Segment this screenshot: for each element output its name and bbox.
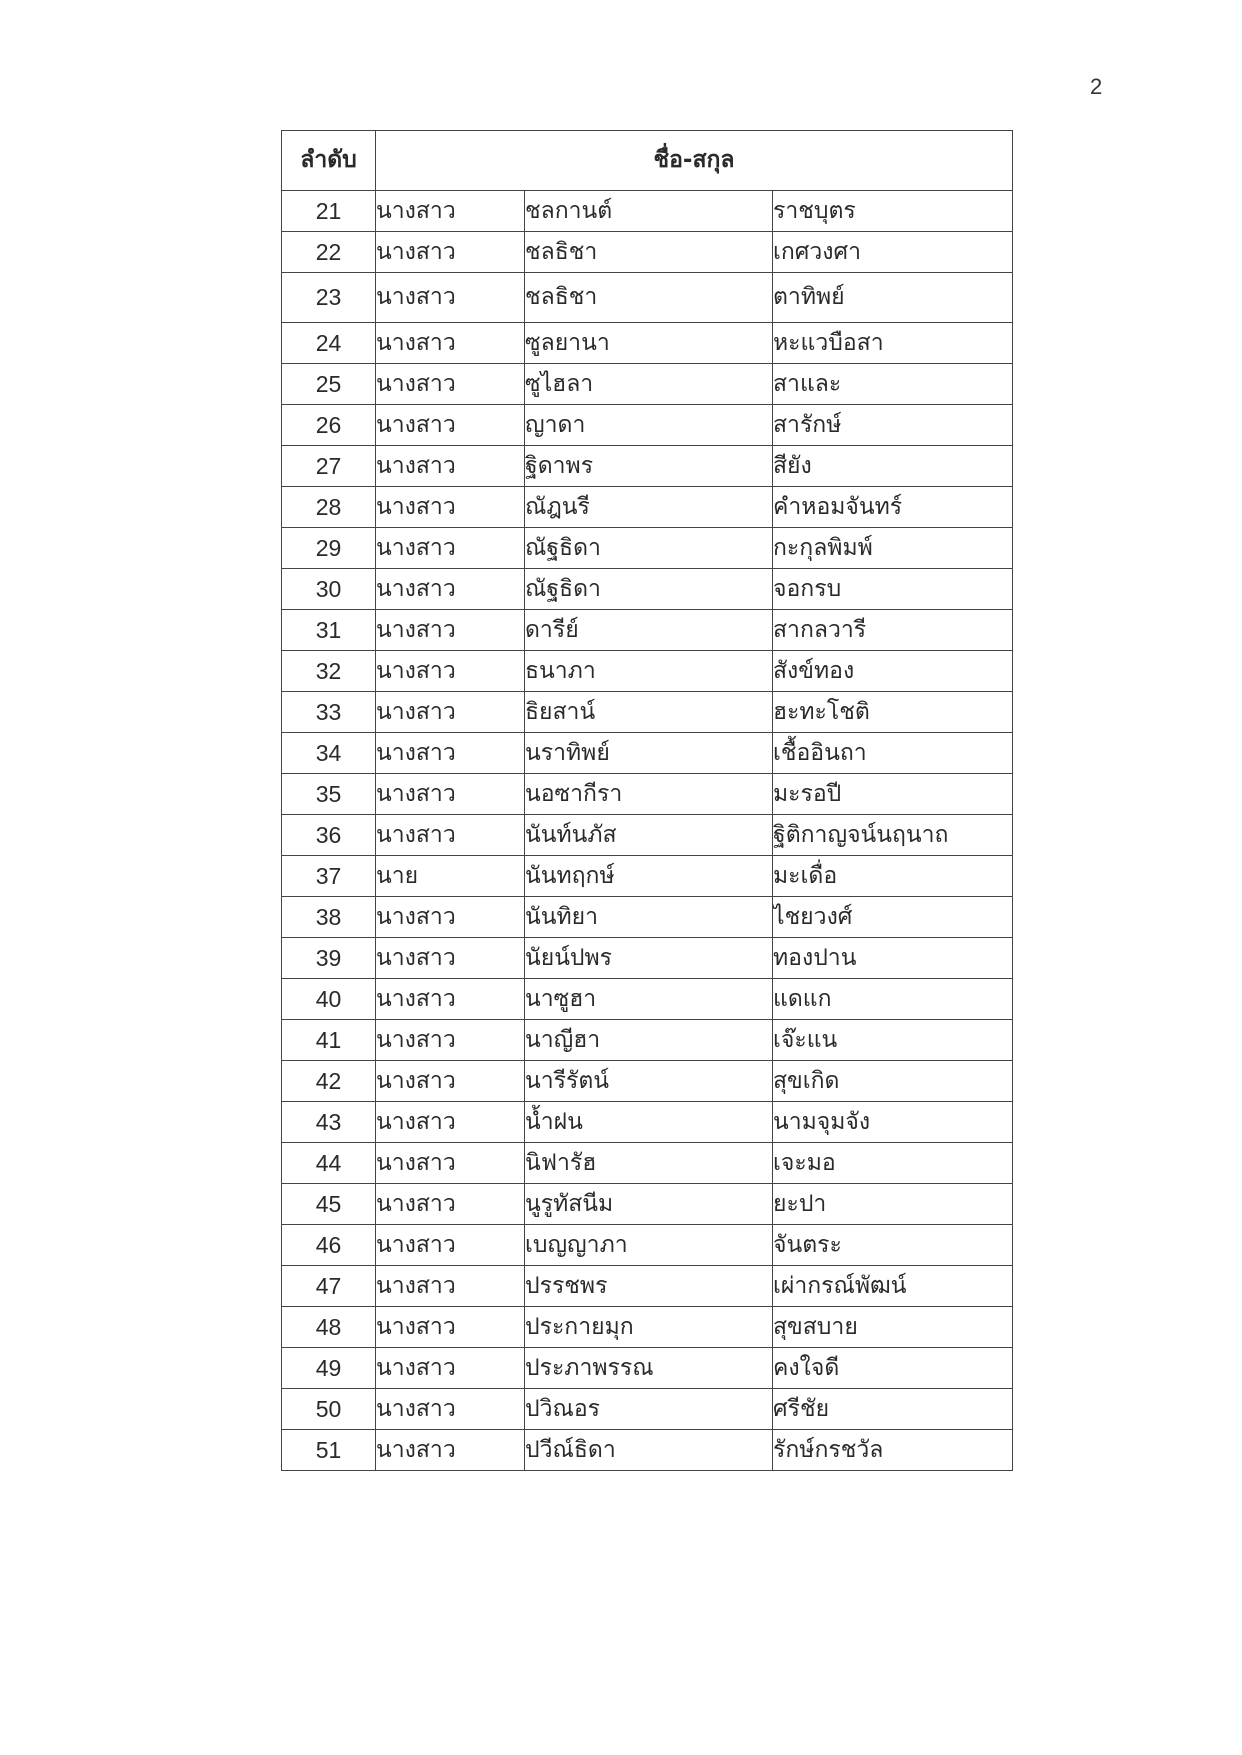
row-last-name: สุขสบาย — [773, 1307, 1013, 1348]
row-first-name: นารีรัตน์ — [525, 1061, 773, 1102]
row-first-name: นราทิพย์ — [525, 733, 773, 774]
row-first-name: ณัฐธิดา — [525, 528, 773, 569]
row-first-name: นันทฤกษ์ — [525, 856, 773, 897]
table-row — [282, 446, 1013, 487]
row-number: 23 — [282, 273, 376, 323]
row-title: นางสาว — [376, 1389, 525, 1430]
row-last-name: ฮะทะโชติ — [773, 692, 1013, 733]
row-first-name: ดารีย์ — [525, 610, 773, 651]
row-last-name: รักษ์กรชวัล — [773, 1430, 1013, 1471]
table-row — [282, 528, 1013, 569]
row-first-name: นอซากีรา — [525, 774, 773, 815]
row-last-name: สังข์ทอง — [773, 651, 1013, 692]
table-row — [282, 774, 1013, 815]
row-number: 46 — [282, 1225, 376, 1266]
row-title: นางสาว — [376, 1266, 525, 1307]
row-last-name: เกศวงศา — [773, 232, 1013, 273]
row-last-name: สารักษ์ — [773, 405, 1013, 446]
row-number: 27 — [282, 446, 376, 487]
row-first-name: ปวิณอร — [525, 1389, 773, 1430]
row-title: นางสาว — [376, 232, 525, 273]
row-number: 45 — [282, 1184, 376, 1225]
row-first-name: ซูลยานา — [525, 323, 773, 364]
row-title: นางสาว — [376, 733, 525, 774]
row-first-name: ปวีณ์ธิดา — [525, 1430, 773, 1471]
row-title: นางสาว — [376, 446, 525, 487]
table-row — [282, 1348, 1013, 1389]
row-number: 21 — [282, 191, 376, 232]
row-title: นางสาว — [376, 897, 525, 938]
row-first-name: ณัฐธิดา — [525, 569, 773, 610]
row-first-name: นันท์นภัส — [525, 815, 773, 856]
table-body — [282, 191, 1013, 1471]
table-row — [282, 979, 1013, 1020]
row-number: 43 — [282, 1102, 376, 1143]
table-header-row — [282, 131, 1013, 191]
row-number: 34 — [282, 733, 376, 774]
row-first-name: นูรูทัสนีม — [525, 1184, 773, 1225]
table-row — [282, 1307, 1013, 1348]
row-number: 32 — [282, 651, 376, 692]
row-last-name: ตาทิพย์ — [773, 273, 1013, 323]
row-last-name: คงใจดี — [773, 1348, 1013, 1389]
table-row — [282, 1389, 1013, 1430]
row-first-name: ชลกานต์ — [525, 191, 773, 232]
row-last-name: สุขเกิด — [773, 1061, 1013, 1102]
row-last-name: สียัง — [773, 446, 1013, 487]
row-first-name: ธนาภา — [525, 651, 773, 692]
row-last-name: นามจุมจัง — [773, 1102, 1013, 1143]
row-number: 29 — [282, 528, 376, 569]
table-row — [282, 938, 1013, 979]
row-number: 38 — [282, 897, 376, 938]
table-row — [282, 364, 1013, 405]
row-last-name: จันตระ — [773, 1225, 1013, 1266]
row-last-name: คำหอมจันทร์ — [773, 487, 1013, 528]
row-number: 26 — [282, 405, 376, 446]
row-title: นางสาว — [376, 1307, 525, 1348]
row-title: นางสาว — [376, 610, 525, 651]
row-title: นางสาว — [376, 692, 525, 733]
row-number: 51 — [282, 1430, 376, 1471]
row-title: นางสาว — [376, 528, 525, 569]
row-last-name: เจ๊ะแน — [773, 1020, 1013, 1061]
table-row — [282, 405, 1013, 446]
row-first-name: ณัฎนรี — [525, 487, 773, 528]
row-last-name: สากลวารี — [773, 610, 1013, 651]
row-last-name: ยะปา — [773, 1184, 1013, 1225]
row-last-name: มะรอปี — [773, 774, 1013, 815]
table-row — [282, 1225, 1013, 1266]
row-number: 33 — [282, 692, 376, 733]
row-number: 37 — [282, 856, 376, 897]
table-row — [282, 610, 1013, 651]
row-title: นางสาว — [376, 1020, 525, 1061]
row-number: 28 — [282, 487, 376, 528]
row-number: 50 — [282, 1389, 376, 1430]
table-row — [282, 856, 1013, 897]
row-first-name: เบญญาภา — [525, 1225, 773, 1266]
table-row — [282, 651, 1013, 692]
row-first-name: ชลธิชา — [525, 273, 773, 323]
row-first-name: นาญีฮา — [525, 1020, 773, 1061]
table-row — [282, 897, 1013, 938]
row-number: 30 — [282, 569, 376, 610]
row-number: 44 — [282, 1143, 376, 1184]
row-number: 47 — [282, 1266, 376, 1307]
table-row — [282, 487, 1013, 528]
row-last-name: ราชบุตร — [773, 191, 1013, 232]
row-first-name: ซูไฮลา — [525, 364, 773, 405]
row-title: นางสาว — [376, 273, 525, 323]
row-first-name: นันทิยา — [525, 897, 773, 938]
table-row — [282, 191, 1013, 232]
row-last-name: เจะมอ — [773, 1143, 1013, 1184]
row-title: นางสาว — [376, 938, 525, 979]
row-first-name: นาซูฮา — [525, 979, 773, 1020]
row-first-name: ปรรชพร — [525, 1266, 773, 1307]
row-last-name: ทองปาน — [773, 938, 1013, 979]
row-title: นางสาว — [376, 1430, 525, 1471]
row-last-name: ศรีชัย — [773, 1389, 1013, 1430]
row-last-name: จอกรบ — [773, 569, 1013, 610]
row-last-name: ไชยวงศ์ — [773, 897, 1013, 938]
row-title: นางสาว — [376, 1102, 525, 1143]
header-no: ลำดับ — [282, 131, 376, 191]
table-row — [282, 1020, 1013, 1061]
row-number: 49 — [282, 1348, 376, 1389]
row-last-name: แดแก — [773, 979, 1013, 1020]
row-number: 42 — [282, 1061, 376, 1102]
row-last-name: หะแวบือสา — [773, 323, 1013, 364]
row-title: นางสาว — [376, 323, 525, 364]
row-number: 48 — [282, 1307, 376, 1348]
row-number: 40 — [282, 979, 376, 1020]
row-title: นางสาว — [376, 815, 525, 856]
row-title: นางสาว — [376, 651, 525, 692]
row-first-name: ประภาพรรณ — [525, 1348, 773, 1389]
row-first-name: ญาดา — [525, 405, 773, 446]
row-title: นางสาว — [376, 405, 525, 446]
row-last-name: มะเดื่อ — [773, 856, 1013, 897]
table-row — [282, 569, 1013, 610]
row-title: นางสาว — [376, 364, 525, 405]
row-title: นางสาว — [376, 1143, 525, 1184]
row-title: นางสาว — [376, 1184, 525, 1225]
table-row — [282, 1184, 1013, 1225]
row-title: นางสาว — [376, 569, 525, 610]
row-first-name: นิฟารัฮ — [525, 1143, 773, 1184]
row-title: นาย — [376, 856, 525, 897]
row-first-name: ธิยสาน์ — [525, 692, 773, 733]
row-title: นางสาว — [376, 191, 525, 232]
row-number: 35 — [282, 774, 376, 815]
row-title: นางสาว — [376, 487, 525, 528]
row-first-name: น้ำฝน — [525, 1102, 773, 1143]
row-last-name: กะกุลพิมพ์ — [773, 528, 1013, 569]
row-title: นางสาว — [376, 1348, 525, 1389]
table-row — [282, 232, 1013, 273]
row-number: 31 — [282, 610, 376, 651]
table-row — [282, 815, 1013, 856]
table-row — [282, 1143, 1013, 1184]
table-row — [282, 323, 1013, 364]
row-first-name: นัยน์ปพร — [525, 938, 773, 979]
table-row — [282, 733, 1013, 774]
row-title: นางสาว — [376, 979, 525, 1020]
row-last-name: เชื้ออินถา — [773, 733, 1013, 774]
row-title: นางสาว — [376, 1061, 525, 1102]
table-row — [282, 1266, 1013, 1307]
row-number: 25 — [282, 364, 376, 405]
row-number: 24 — [282, 323, 376, 364]
table-row — [282, 1102, 1013, 1143]
name-list-table — [281, 130, 1013, 1471]
header-name: ชื่อ-สกุล — [376, 131, 1013, 191]
row-number: 41 — [282, 1020, 376, 1061]
table-row — [282, 1061, 1013, 1102]
table-row — [282, 1430, 1013, 1471]
row-first-name: ฐิดาพร — [525, 446, 773, 487]
row-last-name: เผ่ากรณ์พัฒน์ — [773, 1266, 1013, 1307]
row-number: 22 — [282, 232, 376, 273]
row-number: 36 — [282, 815, 376, 856]
table-row — [282, 273, 1013, 323]
row-title: นางสาว — [376, 1225, 525, 1266]
row-number: 39 — [282, 938, 376, 979]
row-first-name: ประกายมุก — [525, 1307, 773, 1348]
row-last-name: ฐิติกาญจน์นฤนาถ — [773, 815, 1013, 856]
row-last-name: สาและ — [773, 364, 1013, 405]
row-first-name: ชลธิชา — [525, 232, 773, 273]
row-title: นางสาว — [376, 774, 525, 815]
page-number: 2 — [1090, 74, 1103, 99]
table-row — [282, 692, 1013, 733]
